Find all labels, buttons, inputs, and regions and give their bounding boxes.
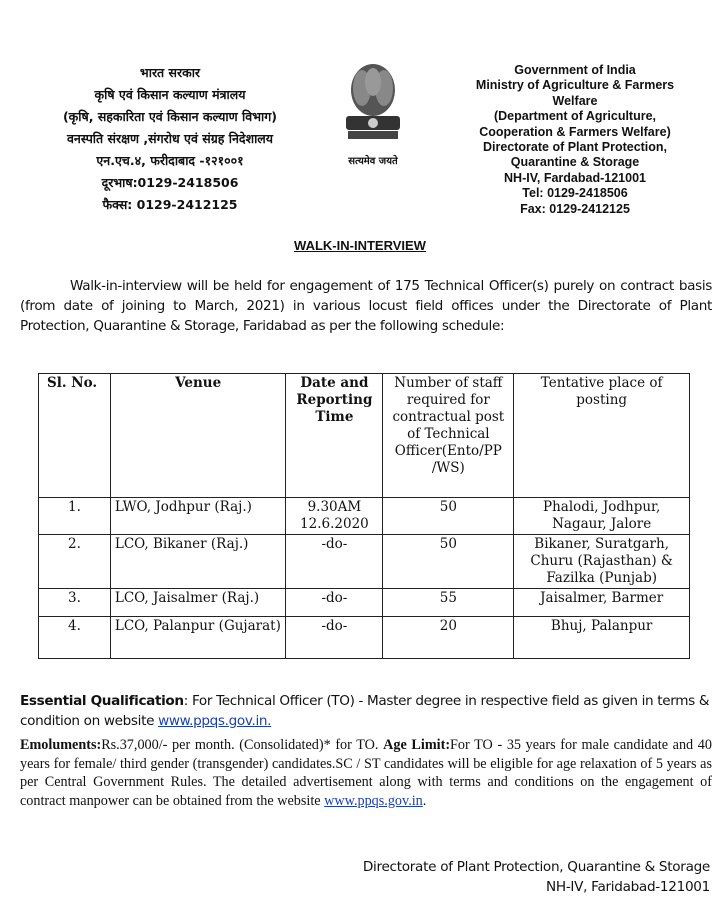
english-line: Cooperation & Farmers Welfare) [479,124,671,139]
cell-venue: LWO, Jodhpur (Raj.) [110,498,286,535]
qualification-paragraph [20,691,712,731]
cell-posting-place: Jaisalmer, Barmer [514,589,690,617]
cell-date-time: 9.30AM 12.6.2020 [286,498,383,535]
header-staff-count: Number of staff required for contractual post of Technical Officer(Ento/PP /WS) [383,374,514,498]
table-row [39,617,690,659]
english-line: NH-IV, Fardabad-121001 [504,170,646,185]
hindi-line: भारत सरकार [139,65,201,80]
age-limit-label: Age Limit: [383,737,451,753]
cell-posting-place: Phalodi, Jodhpur, Nagaur, Jalore [514,498,690,535]
hindi-line: दूरभाष:0129-2418506 [101,175,239,190]
footer-line: NH-IV, Faridabad-121001 [546,879,710,895]
national-emblem-icon [332,60,414,165]
website-link[interactable]: www.ppqs.gov.in. [158,713,272,729]
cell-posting-place: Bhuj, Palanpur [514,617,690,659]
website-link[interactable]: www.ppqs.gov.in [324,792,423,809]
cell-staff-count: 50 [383,535,514,589]
table-row [39,498,690,535]
document-title: WALK-IN-INTERVIEW [294,238,426,253]
emblem-motto: सत्यमेव जयते [348,156,398,167]
english-line: Ministry of Agriculture & Farmers [475,78,675,93]
hindi-line: (कृषि, सहकारिता एवं किसान कल्याण विभाग) [62,109,278,124]
cell-sl-no: 1. [39,498,111,535]
cell-date-time: -do- [286,589,383,617]
footer-signature [363,857,710,897]
english-line: Quarantine & Storage [510,155,640,170]
table-header-row [39,374,690,498]
emoluments-label: Emoluments: [20,737,102,753]
cell-sl-no: 3. [39,589,111,617]
header-date-time: Date and Reporting Time [286,374,383,498]
cell-staff-count: 55 [383,589,514,617]
cell-date-time: -do- [286,535,383,589]
table-row [39,589,690,617]
cell-venue: LCO, Jaisalmer (Raj.) [110,589,286,617]
header-posting-place: Tentative place of posting [514,374,690,498]
cell-venue: LCO, Bikaner (Raj.) [110,535,286,589]
header-venue: Venue [110,374,286,498]
english-line: (Department of Agriculture, [493,109,657,124]
hindi-line: कृषि एवं किसान कल्याण मंत्रालय [94,87,246,102]
schedule-table [38,373,690,659]
hindi-line: एन.एच.४, फरीदाबाद -१२१००१ [96,153,244,168]
hindi-letterhead [20,62,320,216]
english-line: Government of India [514,63,636,77]
cell-date-time: -do- [286,617,383,659]
cell-venue: LCO, Palanpur (Gujarat) [110,617,286,659]
cell-posting-place: Bikaner, Suratgarh, Churu (Rajasthan) & Fazilka (Punjab) [514,535,690,589]
english-letterhead [440,63,710,217]
period: . [422,792,427,809]
intro-paragraph [20,276,712,336]
english-line: Directorate of Plant Protection, [482,140,668,155]
english-line: Welfare [552,93,598,108]
qualification-label: Essential Qualification [20,693,184,709]
header-sl-no: Sl. No. [39,374,111,498]
cell-sl-no: 4. [39,617,111,659]
table-row [39,535,690,589]
footer-line: Directorate of Plant Protection, Quarantine & Storage [362,859,710,875]
intro-text: Walk-in-interview will be held for engagement of 175 Technical Officer(s) purely on contract basis (from date of joining to March, 2021) in various locust field offices under the Directorate of Plant Protection, Quarantine & Storage, Faridabad as per the following schedule: [20,278,712,334]
emoluments-paragraph [20,736,712,810]
cell-staff-count: 20 [383,617,514,659]
emoluments-text: Rs.37,000/- per month. (Consolidated)* for TO. [101,737,384,753]
hindi-line: वनस्पति संरक्षण ,संगरोध एवं संग्रह निदेशालय [66,131,274,146]
english-line: Tel: 0129-2418506 [522,186,628,201]
qualification-text: : For Technical Officer (TO) - Master degree in respective field as given in terms & condition on website [20,693,710,729]
age-limit-text: For TO - 35 years for male candidate and 40 years for female/ third gender (transgender) candidates.SC / ST candidates will be eligible for age relaxation of 5 years as per Central Government Rules. The detailed advertisement along with terms and conditions on the engagement of contract manpower can be obtained from the website [20,737,712,809]
hindi-line: फैक्स: 0129-2412125 [102,197,238,212]
english-line: Fax: 0129-2412125 [520,201,630,216]
cell-staff-count: 50 [383,498,514,535]
cell-sl-no: 2. [39,535,111,589]
